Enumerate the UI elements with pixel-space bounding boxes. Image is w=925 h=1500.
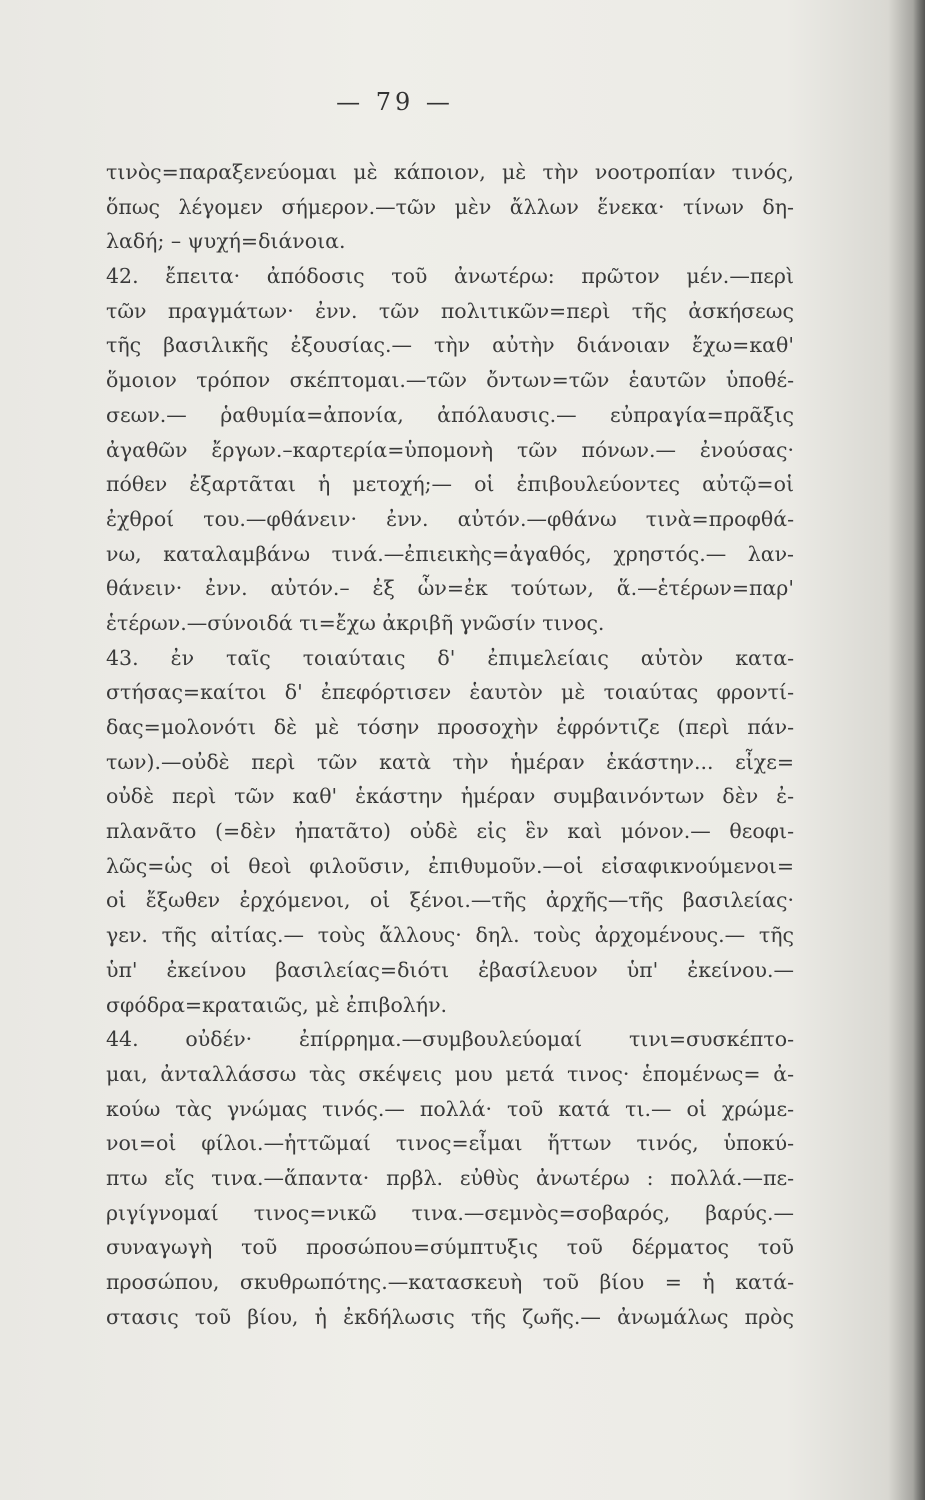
text-line-2: ὅπως λέγομεν σήμερον.—τῶν μὲν ἄλλων ἕνεκα· τίνων δη- [106,194,794,219]
text-line-20: πλανᾶτο (=δὲν ἠπατᾶτο) οὐδὲ εἰς ἓν καὶ μόνον.— θεοφι- [106,819,794,844]
commentary-text [106,155,794,1334]
text-line-14: ἑτέρων.—σύνοιδά τι=ἔχω ἀκριβῆ γνῶσίν τινος. [106,610,605,635]
text-line-22: οἱ ἔξωθεν ἐρχόμενοι, οἱ ξένοι.—τῆς ἀρχῆς—τῆς βασιλείας· [106,888,794,913]
text-line-9: ἀγαθῶν ἔργων.–καρτερία=ὑπομονὴ τῶν πόνων.— ἐνούσας· [106,437,794,462]
text-line-21: λῶς=ὡς οἱ θεοὶ φιλοῦσιν, ἐπιθυμοῦν.—οἱ εἰσαφικνούμενοι= [106,853,794,878]
text-line-5: τῶν πραγμάτων· ἐνν. τῶν πολιτικῶν=περὶ τῆς ἀσκήσεως [106,298,794,323]
text-line-18: των).—οὐδὲ περὶ τῶν κατὰ τὴν ἡμέραν ἑκάστην... εἶχε= [106,749,794,774]
text-line-4: 42. ἔπειτα· ἀπόδοσις τοῦ ἀνωτέρω: πρῶτον μέν.—περὶ [106,264,794,289]
text-line-23: γεν. τῆς αἰτίας.— τοὺς ἄλλους· δηλ. τοὺς ἀρχομένους.— τῆς [106,923,794,948]
text-line-28: κούω τὰς γνώμας τινός.— πολλά· τοῦ κατά τι.— οἱ χρώμε- [106,1096,794,1121]
text-line-17: δας=μολονότι δὲ μὲ τόσην προσοχὴν ἐφρόντιζε (περὶ πάν- [106,715,794,739]
text-line-11: ἐχθροί του.—φθάνειν· ἐνν. αὐτόν.—φθάνω τινὰ=προφθά- [106,506,794,531]
text-line-29: νοι=οἱ φίλοι.—ἡττῶμαί τινος=εἶμαι ἥττων τινός, ὑποκύ- [106,1131,794,1156]
text-line-27: μαι, ἀνταλλάσσω τὰς σκέψεις μου μετά τινος· ἑπομένως= ἀ- [106,1061,794,1086]
text-line-12: νω, καταλαμβάνω τινά.—ἐπιεικὴς=ἀγαθός, χρηστός.— λαν- [106,541,794,566]
text-line-6: τῆς βασιλικῆς ἐξουσίας.— τὴν αὐτὴν διάνοιαν ἔχω=καθ' [106,333,794,358]
text-line-25: σφόδρα=κραταιῶς, μὲ ἐπιβολήν. [106,992,448,1017]
page-edge-shadow [913,0,925,1500]
text-line-34: στασις τοῦ βίου, ἡ ἐκδήλωσις τῆς ζωῆς.— ἀνωμάλως πρὸς [106,1304,794,1329]
text-line-19: οὐδὲ περὶ τῶν καθ' ἑκάστην ἡμέραν συμβαινόντων δὲν ἐ- [106,784,794,809]
text-line-1: τινὸς=παραξενεύομαι μὲ κάποιον, μὲ τὴν νοοτροπίαν τινός, [106,160,794,184]
text-line-15: 43. ἐν ταῖς τοιαύταις δ' ἐπιμελείαις αὑτὸν κατα- [106,645,794,670]
text-line-30: πτω εἴς τινα.—ἅπαντα· πρβλ. εὐθὺς ἀνωτέρω : πολλά.—πε- [106,1165,794,1190]
text-line-32: συναγωγὴ τοῦ προσώπου=σύμπτυξις τοῦ δέρματος τοῦ [106,1235,794,1260]
text-line-31: ριγίγνομαί τινος=νικῶ τινα.—σεμνὸς=σοβαρός, βαρύς.— [106,1200,794,1225]
text-line-16: στήσας=καίτοι δ' ἐπεφόρτισεν ἑαυτὸν μὲ τοιαύτας φροντί- [106,680,794,705]
text-line-33: προσώπου, σκυθρωπότης.—κατασκευὴ τοῦ βίου = ἡ κατά- [106,1270,794,1294]
page-number: — 79 — [336,88,454,116]
text-line-3: λαδή; – ψυχή=διάνοια. [106,229,346,254]
text-line-10: πόθεν ἐξαρτᾶται ἡ μετοχή;— οἱ ἐπιβουλεύοντες αὐτῷ=οἱ [106,472,794,497]
text-line-26: 44. οὐδέν· ἐπίρρημα.—συμβουλεύομαί τινι=συσκέπτο- [106,1027,794,1052]
text-line-7: ὅμοιον τρόπον σκέπτομαι.—τῶν ὄντων=τῶν ἑαυτῶν ὑποθέ- [106,368,794,393]
text-line-24: ὑπ' ἐκείνου βασιλείας=διότι ἐβασίλευον ὑπ' ἐκείνου.— [106,957,794,982]
text-line-13: θάνειν· ἐνν. αὐτόν.– ἐξ ὧν=ἐκ τούτων, ἅ.—ἑτέρων=παρ' [106,576,794,601]
text-line-8: σεων.— ῥαθυμία=ἀπονία, ἀπόλαυσις.— εὐπραγία=πρᾶξις [106,402,794,427]
